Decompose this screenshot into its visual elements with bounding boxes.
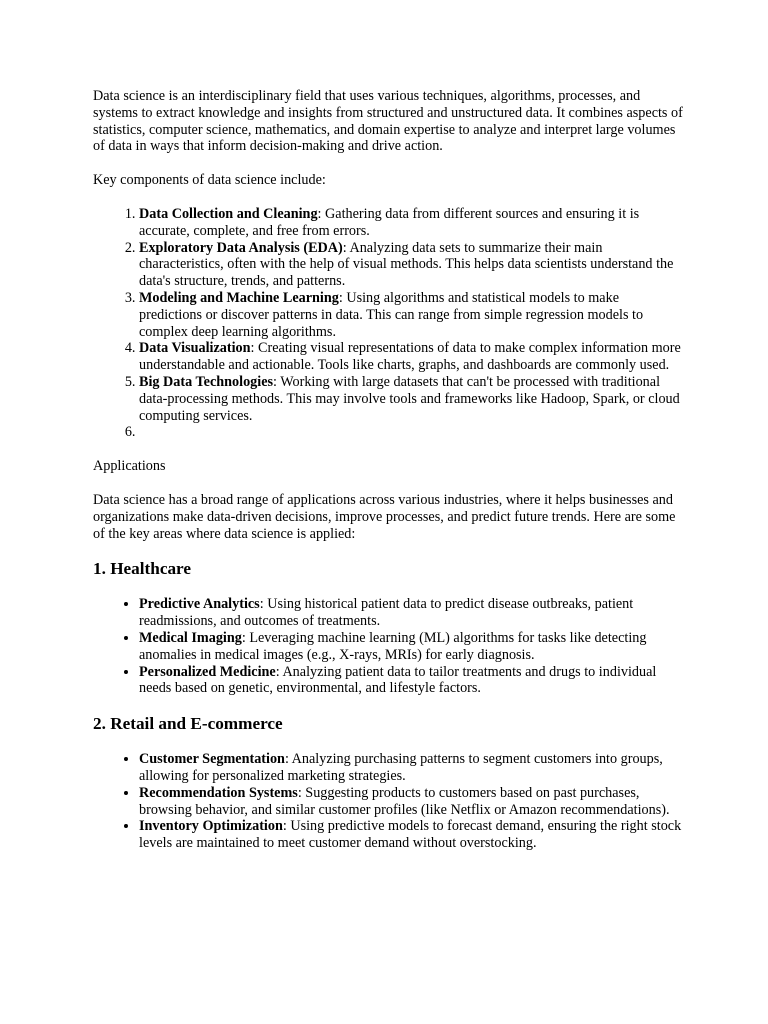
- list-item-desc: : Suggesting products to customers based on past purchases, browsing behavior, and similar customer profiles (like Netflix or Amazon recommendations).: [139, 784, 670, 818]
- list-item: [139, 240, 683, 290]
- list-item: [139, 664, 683, 698]
- list-item-term: Data Collection and Cleaning: [139, 205, 318, 222]
- applications-paragraph: Data science has a broad range of applications across various industries, where it helps businesses and organizations make data-driven decisions, improve processes, and predict future trends. Here are some of the key areas where data science is applied:: [93, 491, 676, 542]
- list-item-desc: : Analyzing data sets to summarize their main characteristics, often with the help of visual methods. This helps data scientists understand the data's structure, trends, and patterns.: [139, 239, 674, 290]
- list-item-term: Inventory Optimization: [139, 818, 283, 835]
- section-heading-healthcare: 1. Healthcare: [93, 559, 192, 579]
- document-body: [93, 88, 683, 869]
- list-item-desc: : Analyzing purchasing patterns to segment customers into groups, allowing for personalized marketing strategies.: [139, 751, 663, 784]
- list-item-term: Recommendation Systems: [139, 784, 298, 801]
- intro-paragraph: Data science is an interdisciplinary field that uses various techniques, algorithms, processes, and systems to extract knowledge and insights from structured and unstructured data. It combines aspects of statistics, computer science, mathematics, and domain expertise to analyze and interpret large volumes of data in ways that inform decision-making and drive action.: [93, 88, 683, 155]
- list-item-term: Predictive Analytics: [139, 596, 260, 613]
- list-item: [139, 818, 683, 852]
- list-item: [139, 596, 683, 630]
- applications-label: Applications: [93, 458, 166, 475]
- list-item-desc: : Using predictive models to forecast demand, ensuring the right stock levels are maintained to meet customer demand without overstocking.: [139, 818, 682, 852]
- list-item-term: Customer Segmentation: [139, 751, 285, 768]
- list-item: [139, 290, 683, 340]
- list-item-desc: : Using algorithms and statistical models to make predictions or discover patterns in data. This can range from simple regression models to complex deep learning algorithms.: [139, 289, 644, 340]
- healthcare-list: [93, 596, 683, 697]
- list-item-term: Big Data Technologies: [139, 373, 274, 390]
- list-item: [139, 630, 683, 664]
- list-item-term: Data Visualization: [139, 340, 251, 357]
- empty-list-item: [139, 424, 683, 441]
- list-item: [139, 785, 683, 819]
- components-list: [93, 206, 683, 441]
- list-item-term: Exploratory Data Analysis (EDA): [139, 239, 343, 256]
- list-item-desc: : Gathering data from different sources and ensuring it is accurate, complete, and free from errors.: [139, 205, 640, 239]
- key-components-heading: Key components of data science include:: [93, 172, 326, 189]
- section-heading-retail: 2. Retail and E-commerce: [93, 714, 283, 734]
- retail-list: [93, 751, 683, 852]
- list-item-desc: : Creating visual representations of data to make complex information more understandable and actionable. Tools like charts, graphs, and dashboards are commonly used.: [139, 340, 681, 374]
- list-item: [139, 374, 683, 424]
- list-item-desc: : Working with large datasets that can't be processed with traditional data-processing methods. This may involve tools and frameworks like Hadoop, Spark, or cloud computing services.: [139, 373, 680, 424]
- list-item-term: Personalized Medicine: [139, 663, 276, 680]
- list-item-term: Modeling and Machine Learning: [139, 289, 339, 306]
- list-item-desc: : Analyzing patient data to tailor treatments and drugs to individual needs based on genetic, environmental, and lifestyle factors.: [139, 663, 657, 697]
- list-item-desc: : Leveraging machine learning (ML) algorithms for tasks like detecting anomalies in medical images (e.g., X-rays, MRIs) for early diagnosis.: [139, 629, 647, 663]
- list-item: [139, 751, 683, 785]
- list-item-desc: : Using historical patient data to predict disease outbreaks, patient readmissions, and outcomes of treatments.: [139, 596, 634, 630]
- list-item-term: Medical Imaging: [139, 629, 242, 646]
- list-item: [139, 340, 683, 374]
- list-item: [139, 206, 683, 240]
